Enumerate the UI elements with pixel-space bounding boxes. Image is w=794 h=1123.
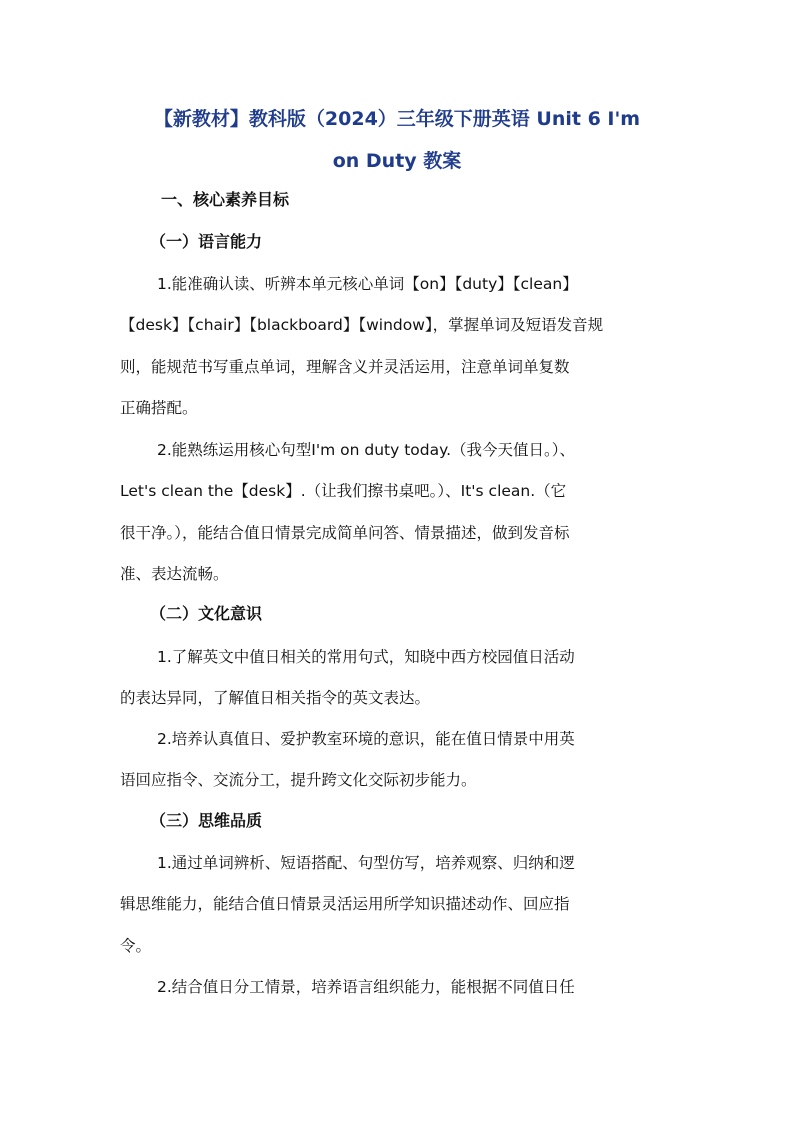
paragraph-language-1 bbox=[120, 264, 676, 429]
paragraph-line: 令。 bbox=[120, 936, 152, 955]
subsection-heading-culture: （二）文化意识 bbox=[150, 604, 263, 623]
paragraph-thinking-1 bbox=[120, 843, 676, 967]
paragraph-line: 【desk】【chair】【blackboard】【window】，掌握单词及短语发音规 bbox=[120, 316, 604, 335]
paragraph-line: Let's clean the【desk】.（让我们擦书桌吧。）、It's clean.（它 bbox=[120, 482, 567, 501]
subsection-heading-language: （一）语言能力 bbox=[150, 232, 263, 251]
paragraph-line: 辑思维能力，能结合值日情景灵活运用所学知识描述动作、回应指 bbox=[120, 895, 570, 914]
paragraph-line: 正确搭配。 bbox=[120, 398, 198, 417]
document-title-line-2: on Duty 教案 bbox=[332, 150, 462, 172]
paragraph-culture-1 bbox=[120, 637, 676, 720]
paragraph-line: 2.能熟练运用核心句型I'm on duty today.（我今天值日。）、 bbox=[157, 441, 576, 459]
paragraph-line: 1.了解英文中值日相关的常用句式，知晓中西方校园值日活动 bbox=[157, 648, 575, 666]
paragraph-language-2 bbox=[120, 430, 676, 595]
paragraph-thinking-2 bbox=[120, 967, 676, 1008]
document-title-line-1: 【新教材】教科版（2024）三年级下册英语 Unit 6 I'm bbox=[153, 108, 641, 130]
paragraph-line: 1.能准确认读、听辨本单元核心单词【on】【duty】【clean】 bbox=[157, 275, 578, 293]
paragraph-line: 1.通过单词辨析、短语搭配、句型仿写，培养观察、归纳和逻 bbox=[157, 854, 575, 872]
paragraph-line: 2.结合值日分工情景，培养语言组织能力，能根据不同值日任 bbox=[157, 978, 575, 996]
subsection-heading-thinking: （三）思维品质 bbox=[150, 811, 263, 830]
paragraph-line: 则，能规范书写重点单词，理解含义并灵活运用，注意单词单复数 bbox=[120, 357, 570, 376]
paragraph-line: 的表达异同，了解值日相关指令的英文表达。 bbox=[120, 689, 431, 708]
paragraph-line: 准、表达流畅。 bbox=[120, 564, 229, 583]
paragraph-line: 很干净。），能结合值日情景完成简单问答、情景描述，做到发音标 bbox=[120, 523, 570, 542]
section-heading-core-goals: 一、核心素养目标 bbox=[161, 190, 290, 209]
paragraph-line: 语回应指令、交流分工，提升跨文化交际初步能力。 bbox=[120, 771, 477, 790]
paragraph-culture-2 bbox=[120, 719, 676, 802]
paragraph-line: 2.培养认真值日、爱护教室环境的意识，能在值日情景中用英 bbox=[157, 730, 575, 748]
